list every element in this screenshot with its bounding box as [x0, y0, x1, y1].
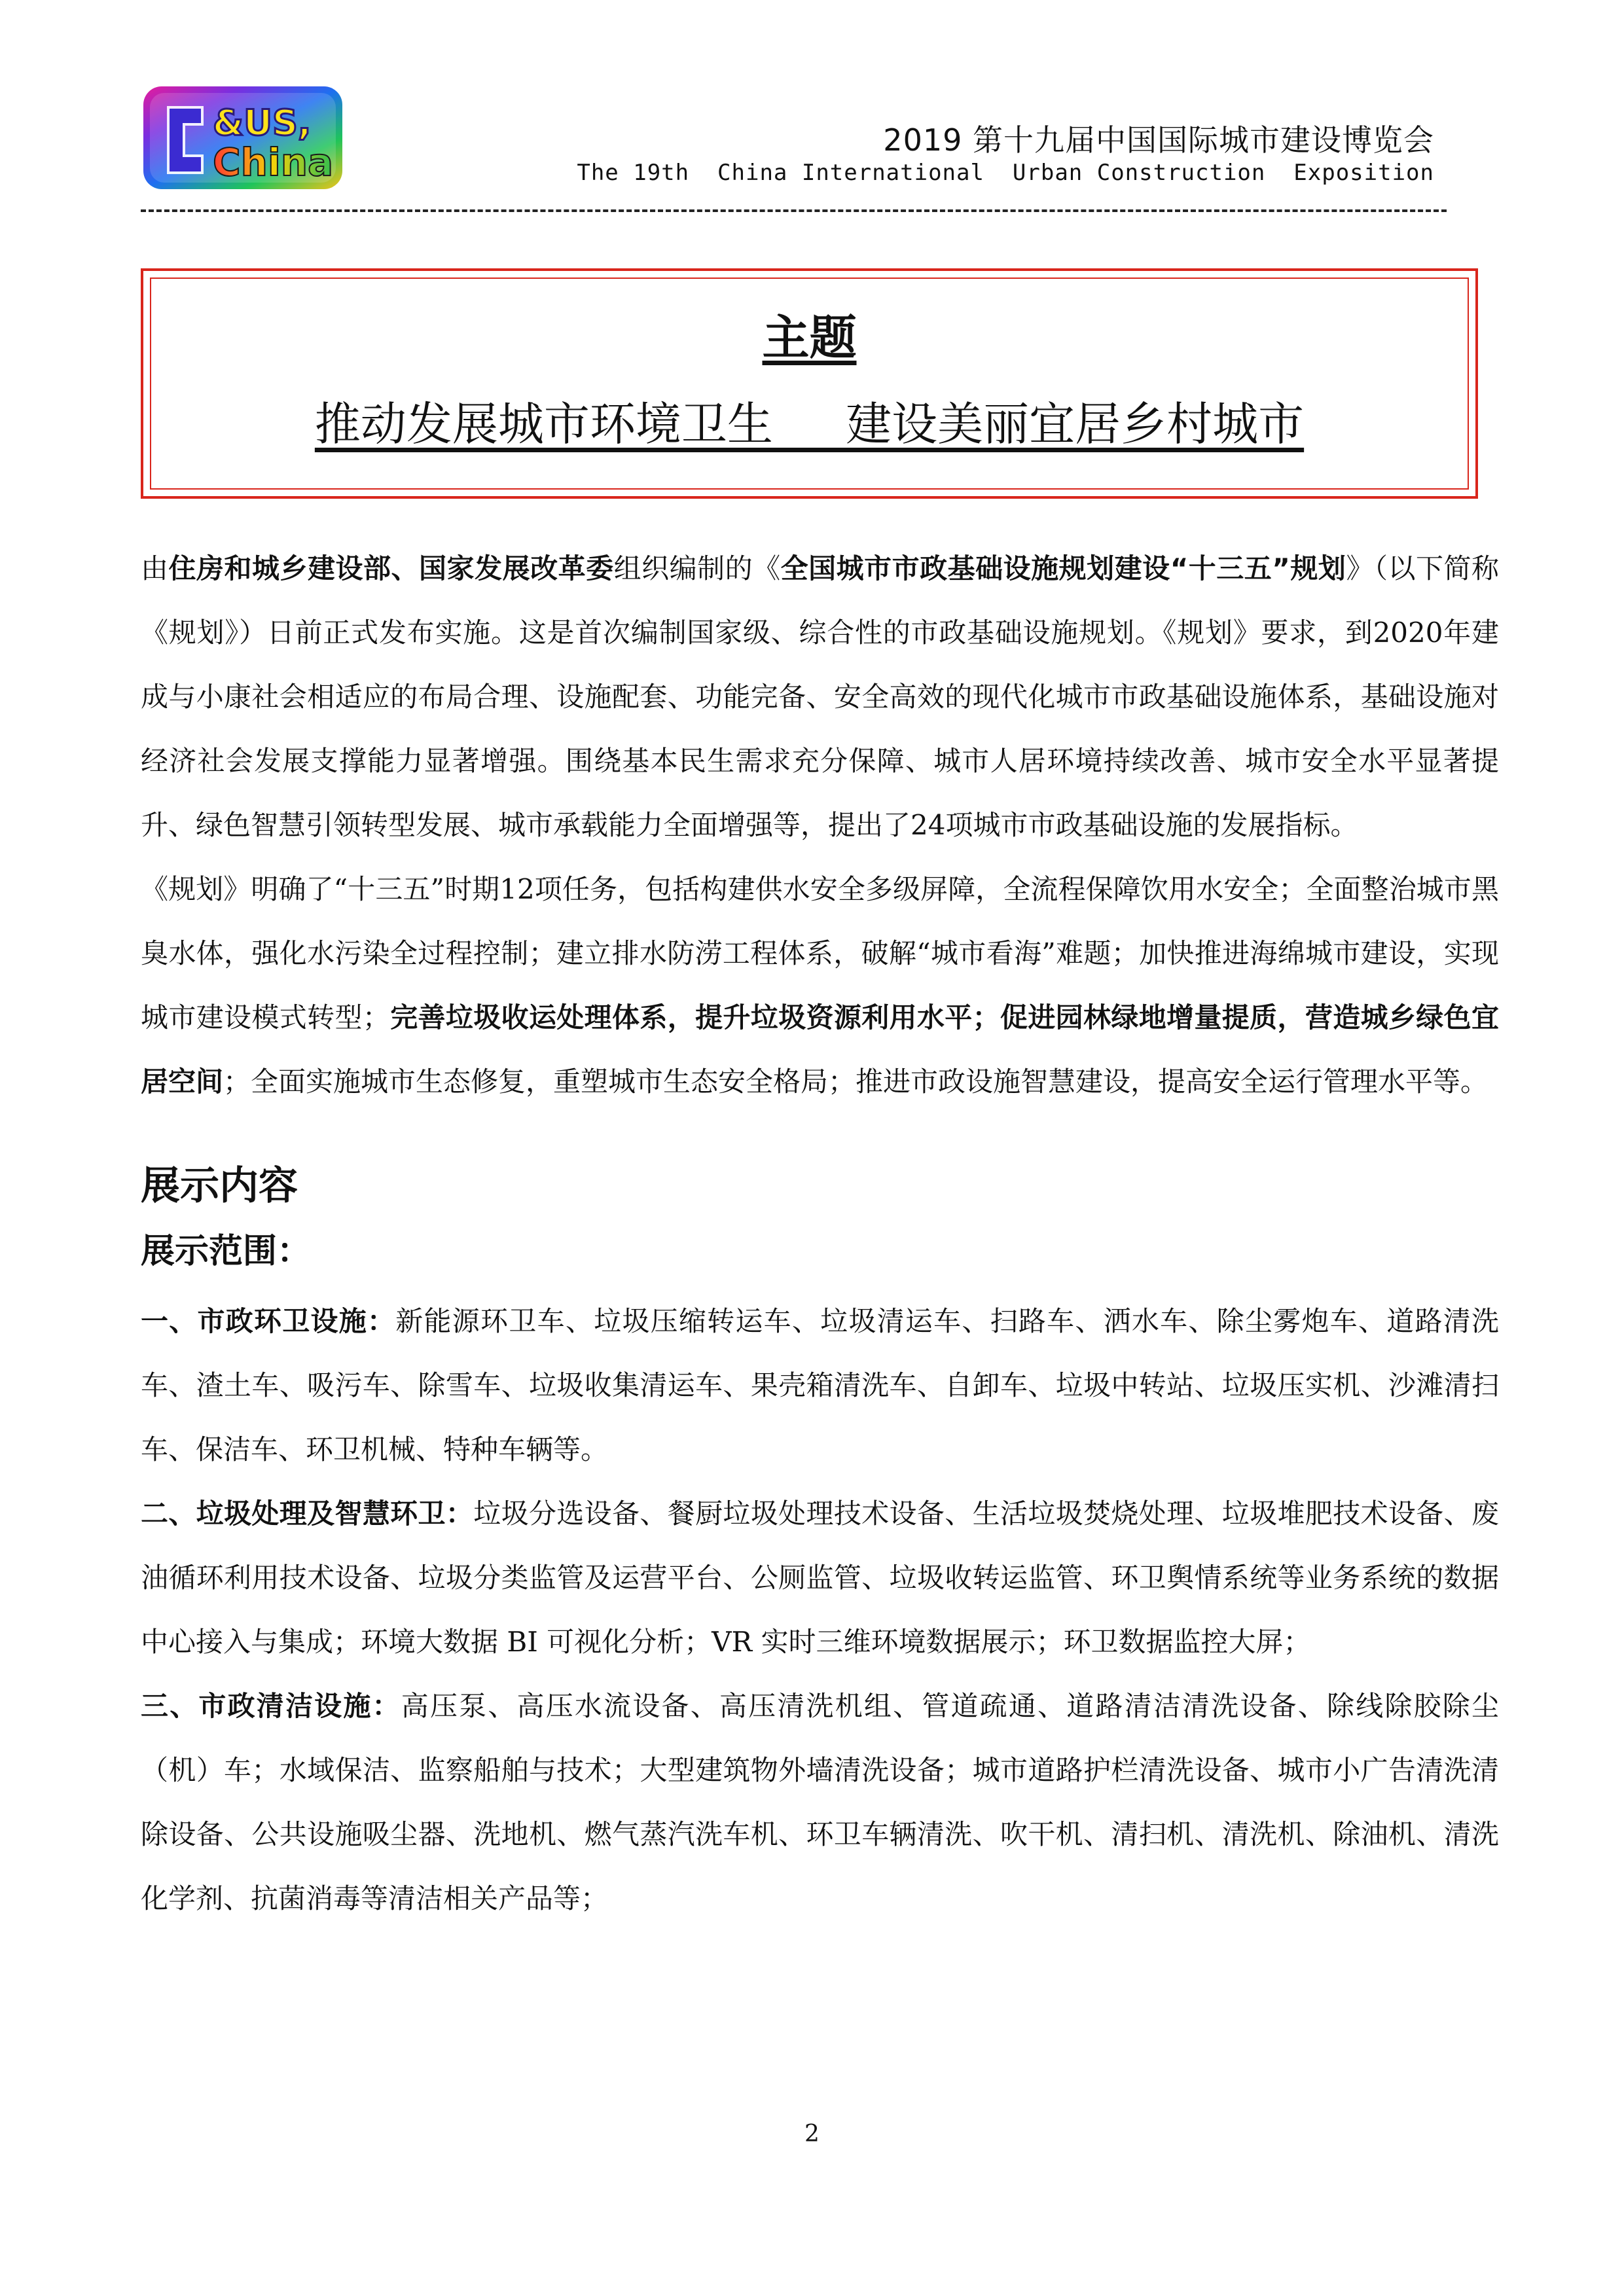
exhibit-item-text: 垃圾分选设备、餐厨垃圾处理技术设备、生活垃圾焚烧处理、垃圾堆肥技术设备、废油循环利用技术设备、垃圾分类监管及运营平台、公厕监管、垃圾收转运监管、环卫舆情系统等业务系统的数据中心接入与集成；环境大数据 BI 可视化分析；VR 实时三维环境数据展示；环卫数据监控大屏；: [141, 1498, 1499, 1658]
page-number: 2: [804, 2121, 820, 2147]
intro-p1-text-a: 由: [141, 552, 169, 584]
exhibit-item-label: 一、市政环卫设施：: [141, 1305, 396, 1337]
header-subtitle: The 19th China International Urban Construction Exposition: [577, 160, 1434, 186]
intro-p1-bold-plan-title: 全国城市市政基础设施规划建设“十三五”规划: [780, 552, 1346, 584]
intro-p1-text-c: 》（以下简称《规划》）日前正式发布实施。这是首次编制国家级、综合性的市政基础设施规划。《规划》要求，到2020年建成与小康社会相适应的布局合理、设施配套、功能完备、安全高效的现代化城市市政基础设施体系，基础设施对经济社会发展支撑能力显著增强。围绕基本民生需求充分保障、城市人居环境持续改善、城市安全水平显著提升、绿色智慧引领转型发展、城市承载能力全面增强等，提出了24项城市市政基础设施的发展指标。: [141, 552, 1499, 841]
exhibits-scope-title: 展示范围：: [141, 1232, 312, 1271]
exhibit-item-municipal-cleaning: [141, 1674, 1499, 1931]
exhibits-section-title: 展示内容: [141, 1163, 298, 1209]
svg-text:China: China: [213, 140, 334, 185]
intro-p1-text-b: 组织编制的《: [613, 552, 781, 584]
exhibit-item-label: 二、垃圾处理及智慧环卫：: [141, 1498, 474, 1530]
intro-paragraph-2: [141, 857, 1499, 1114]
theme-slogan: 推动发展城市环境卫生 建设美丽宜居乡村城市: [314, 397, 1305, 451]
cus-china-logo: [141, 84, 345, 192]
exhibit-item-text: 高压泵、高压水流设备、高压清洗机组、管道疏通、道路清洁清洗设备、除线除胶除尘（机）车；水域保洁、监察船舶与技术；大型建筑物外墙清洗设备；城市道路护栏清洗设备、城市小广告清洗清除设备、公共设施吸尘器、洗地机、燃气蒸汽洗车机、环卫车辆清洗、吹干机、清扫机、清洗机、除油机、清洗化学剂、抗菌消毒等清洁相关产品等；: [141, 1690, 1499, 1914]
document-body: [141, 537, 1499, 1931]
intro-p2-bold-tasks: 完善垃圾收运处理体系，提升垃圾资源利用水平；促进园林绿地增量提质，营造城乡绿色宜居空间: [141, 1001, 1499, 1098]
intro-p2-text-b: ；全面实施城市生态修复，重塑城市生态安全格局；推进市政设施智慧建设，提高安全运行管理水平等。: [223, 1066, 1489, 1098]
intro-paragraph-1: [141, 537, 1499, 857]
intro-p2-text-a: 《规划》明确了“十三五”时期12项任务，包括构建供水安全多级屏障，全流程保障饮用水安全；全面整治城市黑臭水体，强化水污染全过程控制；建立排水防涝工程体系，破解“城市看海”难题；加快推进海绵城市建设，实现城市建设模式转型；: [141, 873, 1499, 1033]
intro-p1-bold-ministries: 住房和城乡建设部、国家发展改革委: [168, 552, 614, 584]
header-title: 2019 第十九届中国国际城市建设博览会: [883, 122, 1434, 158]
exhibit-item-text: 新能源环卫车、垃圾压缩转运车、垃圾清运车、扫路车、洒水车、除尘雾炮车、道路清洗车、渣土车、吸污车、除雪车、垃圾收集清运车、果壳箱清洗车、自卸车、垃圾中转站、垃圾压实机、沙滩清扫车、保洁车、环卫机械、特种车辆等。: [141, 1305, 1499, 1465]
exhibit-item-municipal-sanitation: [141, 1289, 1499, 1482]
theme-label: 主题: [762, 310, 857, 365]
theme-box: [141, 268, 1478, 499]
exhibit-item-label: 三、市政清洁设施：: [141, 1690, 401, 1722]
header-divider: [141, 209, 1447, 212]
svg-text:&US,: &US,: [213, 102, 312, 143]
exhibit-item-waste-smart-sanitation: [141, 1482, 1499, 1674]
